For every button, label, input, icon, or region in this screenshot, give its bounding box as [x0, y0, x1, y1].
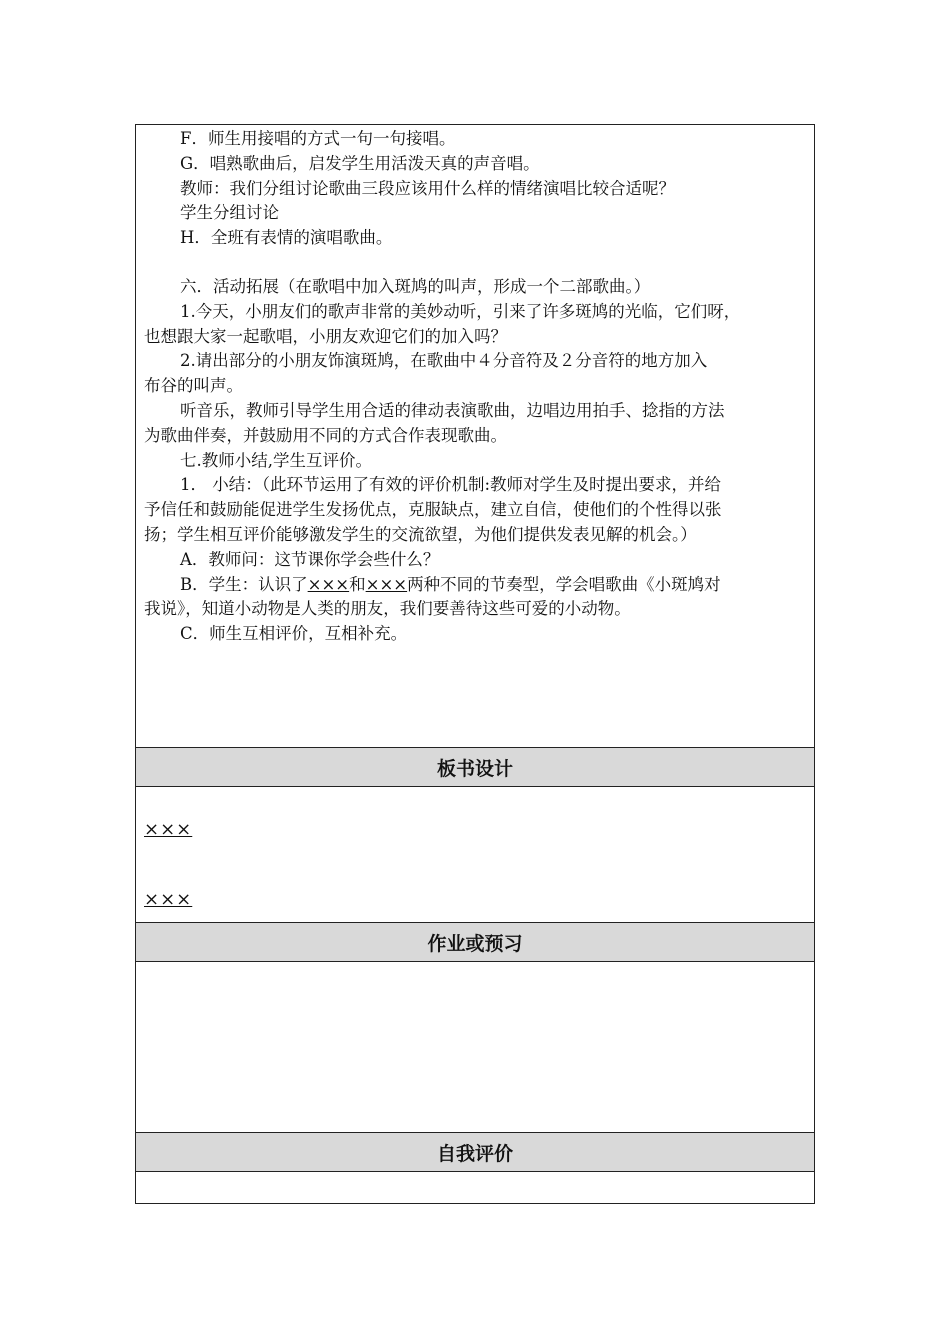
rhythm-pattern: ××× [307, 574, 350, 594]
board-rhythm-1: ××× [144, 819, 193, 840]
text-span: 和 [349, 574, 366, 594]
body-line [144, 573, 806, 598]
body-line: 布谷的叫声。 [144, 376, 243, 396]
body-line: 1． 小结：（此环节运用了有效的评价机制:教师对学生及时提出要求，并给 [180, 475, 722, 495]
body-line: 教师：我们分组讨论歌曲三段应该用什么样的情绪演唱比较合适呢？ [180, 178, 675, 198]
homework-cell [136, 962, 814, 1132]
body-line: 2.请出部分的小朋友饰演斑鸠，在歌曲中４分音符及２分音符的地方加入 [180, 351, 708, 371]
body-line: 为歌曲伴奏，并鼓励用不同的方式合作表现歌曲。 [144, 425, 507, 445]
self-evaluation-header: 自我评价 [136, 1132, 814, 1172]
body-line: 七.教师小结,学生互评价。 [180, 450, 372, 470]
homework-header: 作业或预习 [136, 922, 814, 962]
body-line: 六．活动拓展（在歌唱中加入斑鸠的叫声，形成一个二部歌曲。） [180, 276, 651, 296]
board-design-header: 板书设计 [136, 747, 814, 787]
body-line: F．师生用接唱的方式一句一句接唱。 [180, 129, 456, 148]
self-evaluation-cell [136, 1172, 814, 1203]
board-design-cell [136, 787, 814, 923]
lesson-plan-table [135, 124, 815, 1204]
body-line: 听音乐，教师引导学生用合适的律动表演歌曲，边唱边用拍手、捻指的方法 [180, 400, 725, 420]
text-span: 两种不同的节奏型，学会唱歌曲《小斑鸠对 [407, 574, 721, 594]
body-line: 1.今天，小朋友们的歌声非常的美妙动听，引来了许多斑鸠的光临，它们呀， [180, 301, 741, 321]
body-line: 我说》，知道小动物是人类的朋友，我们要善待这些可爱的小动物。 [144, 599, 631, 619]
body-line: 扬；学生相互评价能够激发学生的交流欲望，为他们提供发表见解的机会。） [144, 524, 697, 544]
body-line: C．师生互相评价，互相补充。 [180, 624, 408, 644]
text-span: B．学生：认识了 [180, 574, 308, 594]
body-line: A．教师问：这节课你学会些什么？ [180, 549, 440, 569]
body-line: 学生分组讨论 [180, 203, 279, 223]
rhythm-pattern: ××× [365, 574, 408, 594]
body-line: 也想跟大家一起歌唱，小朋友欢迎它们的加入吗？ [144, 326, 507, 346]
board-rhythm-2: ××× [144, 889, 193, 910]
body-line: 予信任和鼓励能促进学生发扬优点，克服缺点，建立自信，使他们的个性得以张 [144, 500, 722, 520]
spacer [144, 251, 806, 275]
teaching-process-cell [136, 125, 814, 747]
body-line: H．全班有表情的演唱歌曲。 [180, 228, 393, 248]
body-line: G．唱熟歌曲后，启发学生用活泼天真的声音唱。 [180, 153, 540, 173]
